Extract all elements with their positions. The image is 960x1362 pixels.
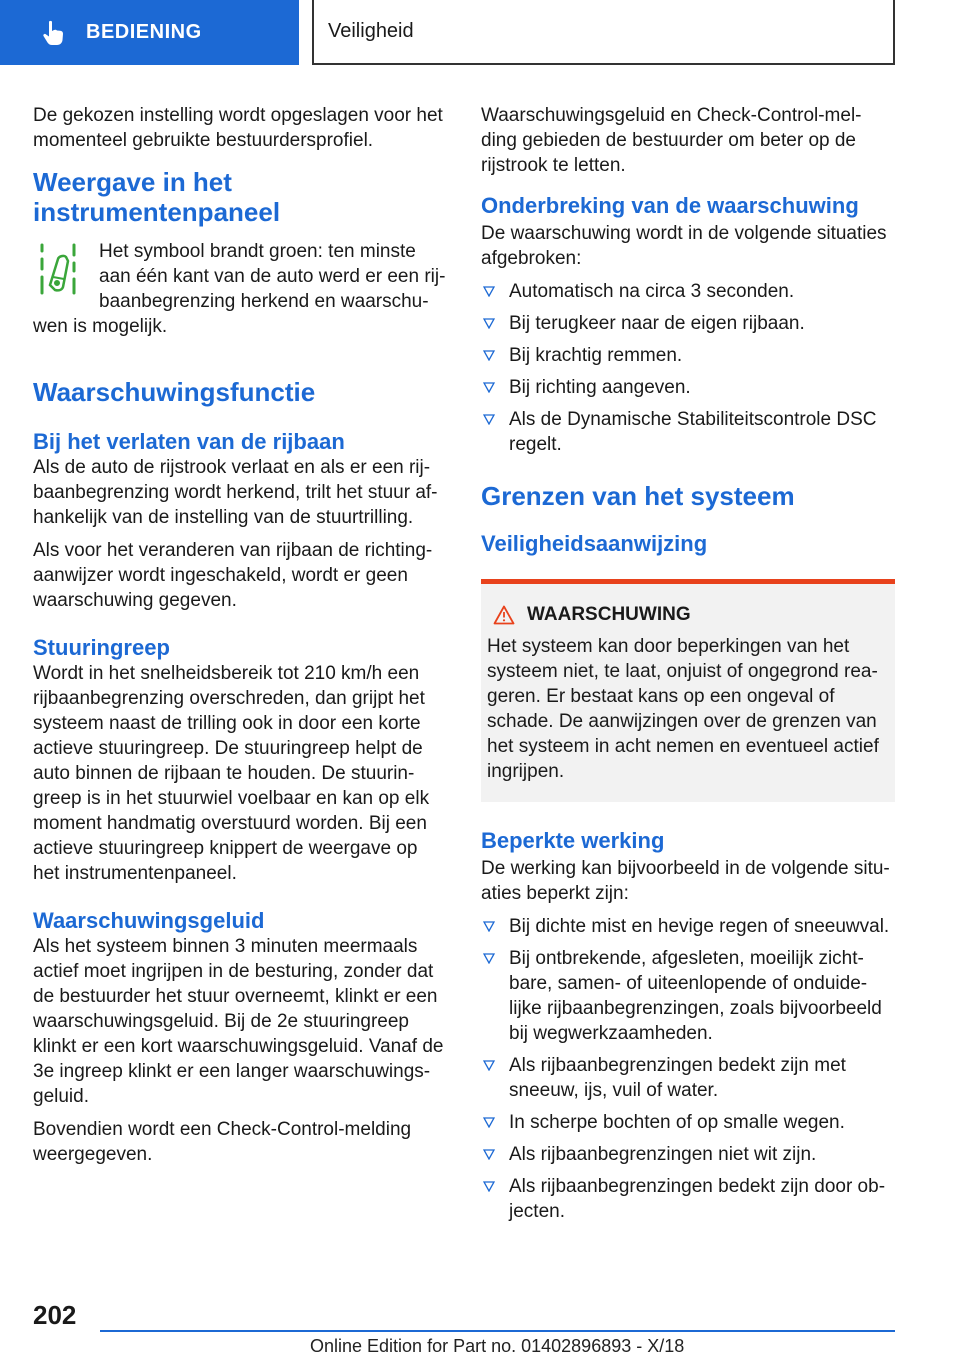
symbol-text-cont: wen is mogelijk.	[33, 316, 168, 337]
warning-triangle-icon	[493, 605, 515, 625]
list-item: Als rijbaanbegrenzingen bedekt zijn door ob-jecten.	[481, 1174, 895, 1224]
paragraph-onderbreking: De waarschuwing wordt in de volgende situaties afgebroken:	[481, 223, 887, 269]
warning-text: Het systeem kan door beperkingen van het systeem niet, te laat, onjuist of ongegrond rea-geren. Er bestaat kans op een ongeval of schade. De aanwijzingen over de grenzen van het systeem in acht nemen en eventueel actief ingrijpen.	[487, 636, 879, 782]
bullet-triangle-icon	[483, 953, 495, 964]
paragraph-verlaten-1: Als de auto de rijstrook verlaat en als er een rij-baanbegrenzing wordt herkend, trilt het stuur af-hankelijk van de instelling van de stuurtrilling.	[33, 457, 438, 528]
bullet-triangle-icon	[483, 921, 495, 932]
chapter-tab-label: BEDIENING	[86, 21, 202, 43]
symbol-text: Het symbool brandt groen: ten minste aan één kant van de auto werd er een rij-baanbegrenzing herkend en waarschu-	[99, 241, 446, 312]
lane-departure-symbol-icon	[33, 239, 83, 299]
heading-veiligheid: Veiligheidsaanwijzing	[481, 531, 708, 556]
section-title: Veiligheid	[328, 20, 414, 42]
paragraph-stuuringreep: Wordt in het snelheidsbereik tot 210 km/h een rijbaanbegrenzing overschreden, dan grijpt het systeem naast de trilling ook in door een korte actieve stuuringreep. De stuuringreep helpt de auto binnen de rijbaan te houden. De stuurin-greep is in het stuurwiel voelbaar en kan op elk moment handmatig overstuurd worden. Bij een actieve stuuringreep knippert de weergave op het instrumentenpaneel.	[33, 663, 430, 884]
bullet-triangle-icon	[483, 414, 495, 425]
heading-waarschuwingsgeluid: Waarschuwingsgeluid	[33, 908, 265, 933]
list-item: Bij dichte mist en hevige regen of sneeuwval.	[481, 914, 895, 939]
list-item: In scherpe bochten of op smalle wegen.	[481, 1110, 895, 1135]
paragraph-verlaten-2: Als voor het veranderen van rijbaan de richting-aanwijzer wordt ingeschakeld, wordt er geen waarschuwing gegeven.	[33, 540, 433, 611]
symbol-description	[33, 239, 448, 314]
warning-title: WAARSCHUWING	[527, 604, 691, 625]
bullet-triangle-icon	[483, 286, 495, 297]
heading-weergave: Weergave in het instrumentenpaneel	[33, 167, 281, 227]
section-header	[312, 0, 895, 65]
intro-paragraph: De gekozen instelling wordt opgeslagen voor het momenteel gebruikte bestuurdersprofiel.	[33, 105, 443, 151]
heading-stuuringreep: Stuuringreep	[33, 635, 170, 660]
bullet-triangle-icon	[483, 1149, 495, 1160]
list-item: Als rijbaanbegrenzingen bedekt zijn met sneeuw, ijs, vuil of water.	[481, 1053, 895, 1103]
paragraph-geluid-1: Als het systeem binnen 3 minuten meermaals actief moet ingrijpen in de besturing, zonder dat de bestuurder het stuur overneemt, klinkt er een waarschuwingsgeluid. Bij de 2e stuuringreep klinkt er een kort waarschuwingsgeluid. Vanaf de 3e ingreep klinkt er een langer waarschuwings-geluid.	[33, 936, 444, 1107]
heading-beperkt: Beperkte werking	[481, 828, 665, 853]
list-item: Bij terugkeer naar de eigen rijbaan.	[481, 311, 895, 336]
heading-functie: Waarschuwingsfunctie	[33, 377, 316, 407]
heading-verlaten: Bij het verlaten van de rijbaan	[33, 429, 345, 454]
bullet-triangle-icon	[483, 350, 495, 361]
list-item: Bij richting aangeven.	[481, 375, 895, 400]
heading-grenzen: Grenzen van het systeem	[481, 481, 795, 511]
footer-edition: Online Edition for Part no. 01402896893 - X/18	[310, 1336, 685, 1356]
list-item: Als rijbaanbegrenzingen niet wit zijn.	[481, 1142, 895, 1167]
list-beperkt	[481, 914, 895, 1224]
paragraph-beperkt: De werking kan bijvoorbeeld in de volgende situ-aties beperkt zijn:	[481, 858, 890, 904]
bullet-triangle-icon	[483, 1117, 495, 1128]
bullet-triangle-icon	[483, 1060, 495, 1071]
bullet-triangle-icon	[483, 1181, 495, 1192]
list-item: Automatisch na circa 3 seconden.	[481, 279, 895, 304]
right-column	[481, 103, 895, 1231]
left-column	[33, 103, 448, 1167]
list-item: Bij krachtig remmen.	[481, 343, 895, 368]
warning-box	[481, 579, 895, 802]
list-item: Bij ontbrekende, afgesleten, moeilijk zicht-bare, samen- of uiteenlopende of onduide-lijke rijbaanbegrenzingen, zoals bijvoorbeeld bij wegwerkzaamheden.	[481, 946, 895, 1046]
bullet-triangle-icon	[483, 318, 495, 329]
list-item: Als de Dynamische Stabiliteitscontrole DSC regelt.	[481, 407, 895, 457]
paragraph-geluid-2: Bovendien wordt een Check-Control-melding weergegeven.	[33, 1119, 412, 1165]
page-number: 202	[33, 1300, 77, 1330]
chapter-tab[interactable]	[0, 0, 299, 65]
hand-pointer-icon	[42, 20, 66, 46]
bullet-triangle-icon	[483, 382, 495, 393]
footer-divider	[100, 1330, 895, 1332]
warning-title-row	[487, 604, 887, 626]
heading-onderbreking: Onderbreking van de waarschuwing	[481, 193, 859, 218]
paragraph-top: Waarschuwingsgeluid en Check-Control-mel-ding gebieden de bestuurder om beter op de rijstrook te letten.	[481, 105, 862, 176]
list-onderbreking	[481, 279, 895, 457]
